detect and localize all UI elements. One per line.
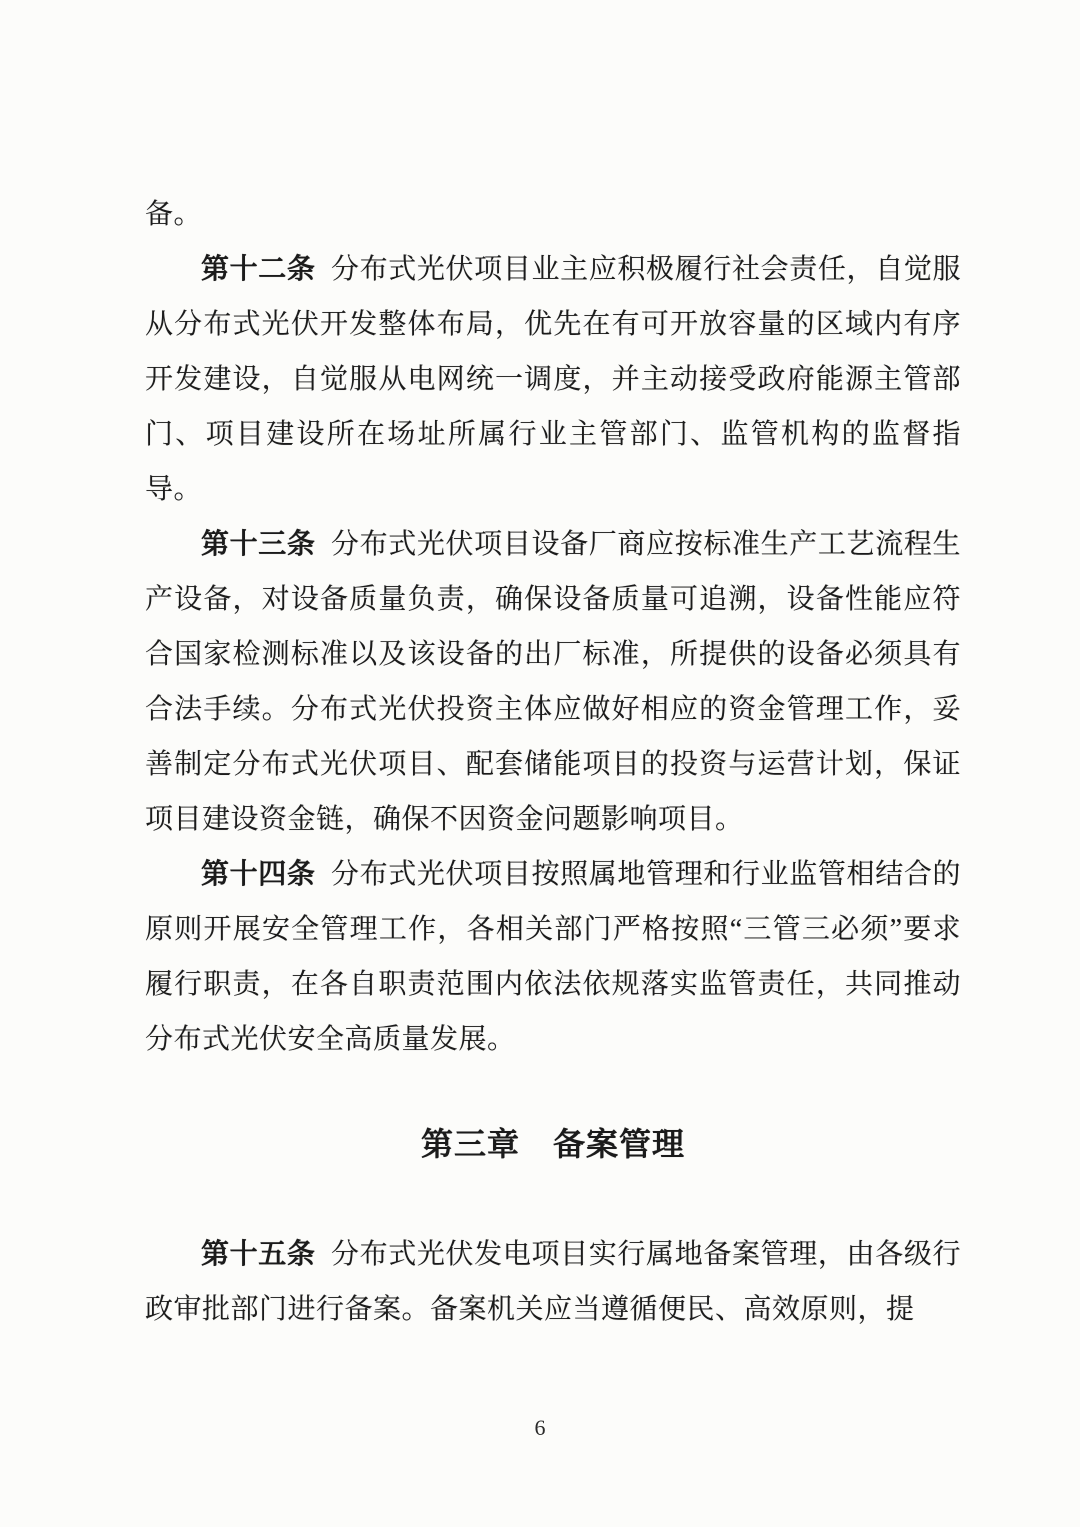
chapter-heading: 第三章 备案管理 xyxy=(420,1126,685,1162)
article-14-text: 分布式光伏项目按照属地管理和行业监管相结合的原则开展安全管理工作，各相关部门严格按照“三管三必须”要求履行职责，在各自职责范围内依法依规落实监管责任，共同推动分布式光伏安全高质量发展。 xyxy=(145,859,961,1055)
article-12-text: 分布式光伏项目业主应积极履行社会责任，自觉服从分布式光伏开发整体布局，优先在有可开放容量的区域内有序开发建设，自觉服从电网统一调度，并主动接受政府能源主管部门、项目建设所在场址所属行业主管部门、监管机构的监督指导。 xyxy=(145,254,961,505)
article-13-number: 第十三条 xyxy=(201,529,316,560)
article-12-number: 第十二条 xyxy=(201,254,316,285)
document-content xyxy=(145,187,961,1337)
paragraph-continuation: 备。 xyxy=(145,199,203,230)
article-15-number: 第十五条 xyxy=(201,1239,316,1270)
paragraph-article-14 xyxy=(145,847,961,1067)
page-number: 6 xyxy=(534,1415,546,1440)
paragraph-article-15 xyxy=(145,1227,961,1337)
article-13-text: 分布式光伏项目设备厂商应按标准生产工艺流程生产设备，对设备质量负责，确保设备质量可追溯，设备性能应符合国家检测标准以及该设备的出厂标准，所提供的设备必须具有合法手续。分布式光伏投资主体应做好相应的资金管理工作，妥善制定分布式光伏项目、配套储能项目的投资与运营计划，保证项目建设资金链，确保不因资金问题影响项目。 xyxy=(145,529,961,835)
article-14-number: 第十四条 xyxy=(201,859,316,890)
article-15-text: 分布式光伏发电项目实行属地备案管理，由各级行政审批部门进行备案。备案机关应当遵循便民、高效原则，提 xyxy=(145,1239,961,1325)
paragraph-article-13 xyxy=(145,517,961,847)
paragraph-article-12 xyxy=(145,242,961,517)
